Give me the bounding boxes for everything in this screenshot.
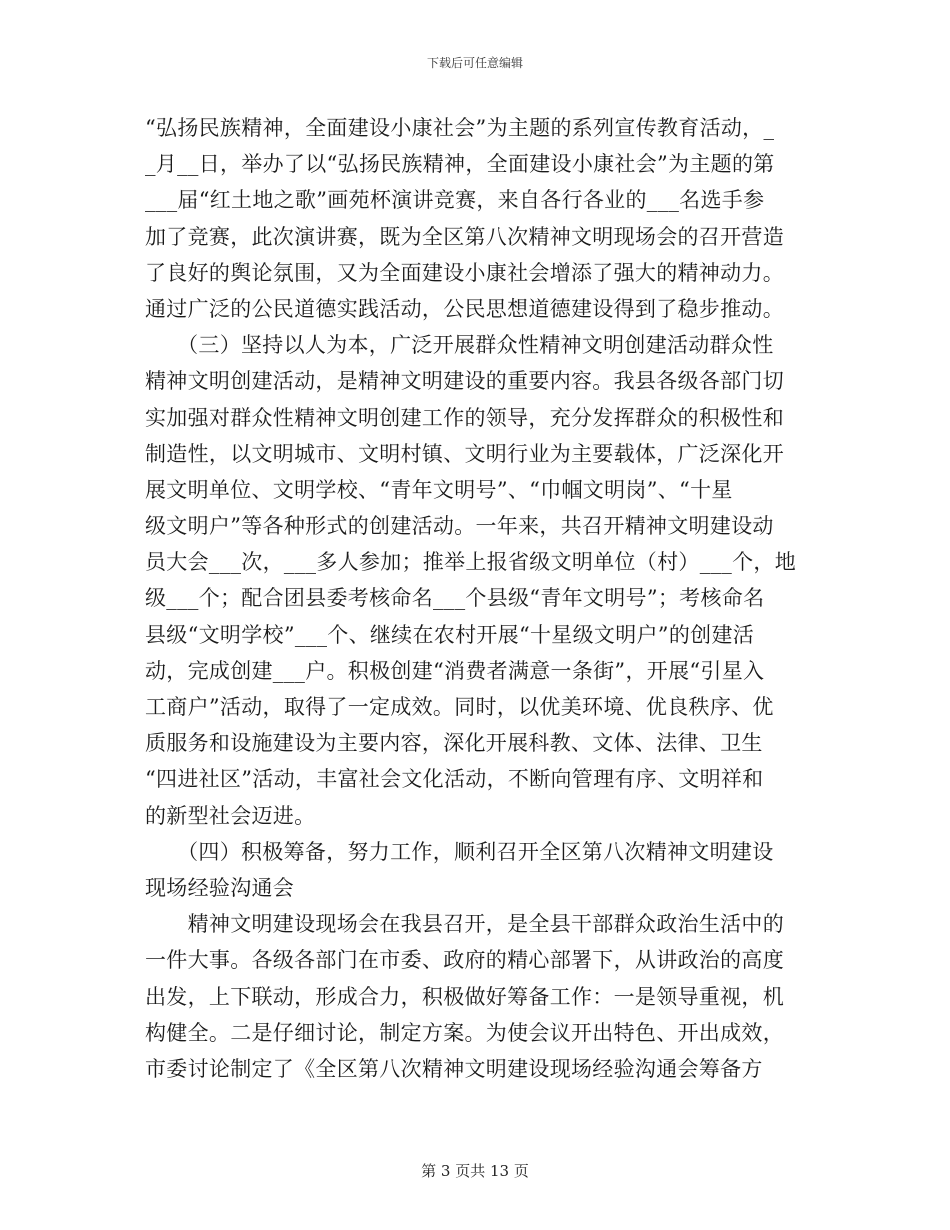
text-line: 了良好的舆论氛围，又为全面建设小康社会增添了强大的精神动力。 [145,260,784,285]
text-line: 级文明户”等各种形式的创建活动。一年来，共召开精神文明建设动 [145,514,774,539]
text-line: （三）坚持以人为本，广泛开展群众性精神文明创建活动群众性 [145,333,774,358]
text-line: 工商户”活动，取得了一定成效。同时，以优美环境、优良秩序、优 [145,695,774,719]
text-line: 质服务和设施建设为主要内容，深化开展科教、文体、法律、卫生 [145,731,763,756]
section-heading-line: 现场经验沟通会 [145,875,295,900]
section-heading-line: （四）积极筹备，努力工作，顺利召开全区第八次精神文明建设 [145,839,774,864]
text-line: “四进社区”活动，丰富社会文化活动，不断向管理有序、文明祥和 [145,767,764,792]
page-header: 下载后可任意编辑 [426,56,523,70]
text-line: 员大会___次，___多人参加；推举上报省级文明单位（村）___个，地 [145,550,796,575]
text-line: 级___个；配合团县委考核命名___个县级“青年文明号”；考核命名 [145,586,765,611]
text-line: 通过广泛的公民道德实践活动，公民思想道德建设得到了稳步推动。 [145,296,784,321]
text-line: 加了竞赛，此次演讲赛，既为全区第八次精神文明现场会的召开营造 [145,224,784,249]
text-line: _月__日，举办了以“弘扬民族精神，全面建设小康社会”为主题的第 [145,152,775,177]
text-line: 动，完成创建___户。积极创建“消费者满意一条街”，开展“引星入 [145,658,765,683]
text-line: 精神文明创建活动，是精神文明建设的重要内容。我县各级各部门切 [145,369,784,394]
text-line: 实加强对群众性精神文明创建工作的领导，充分发挥群众的积极性和 [145,405,784,430]
text-line: 一件大事。各级各部门在市委、政府的精心部署下，从讲政治的高度 [145,948,784,973]
text-line: 精神文明建设现场会在我县召开，是全县干部群众政治生活中的 [145,912,784,937]
text-line: 的新型社会迈进。 [145,803,316,828]
text-line: 制造性，以文明城市、文明村镇、文明行业为主要载体，广泛深化开 [145,441,784,466]
text-line: “弘扬民族精神，全面建设小康社会”为主题的系列宣传教育活动，_ [145,116,775,140]
page-number: 第 3 页共 13 页 [421,1162,529,1180]
text-line: 构健全。二是仔细讨论，制定方案。为使会议开出特色、开出成效， [145,1020,784,1045]
text-line: 市委讨论制定了《全区第八次精神文明建设现场经验沟通会筹备方 [145,1056,763,1081]
text-line: 展文明单位、文明学校、“青年文明号”、“巾帼文明岗”、“十星 [145,477,733,502]
text-line: ___届“红土地之歌”画苑杯演讲竞赛，来自各行各业的___名选手参 [145,188,765,213]
document-body [145,110,807,1087]
text-line: 县级“文明学校”___个、继续在农村开展“十星级文明户”的创建活 [145,622,755,647]
text-line: 出发，上下联动，形成合力，积极做好筹备工作：一是领导重视，机 [145,984,784,1009]
